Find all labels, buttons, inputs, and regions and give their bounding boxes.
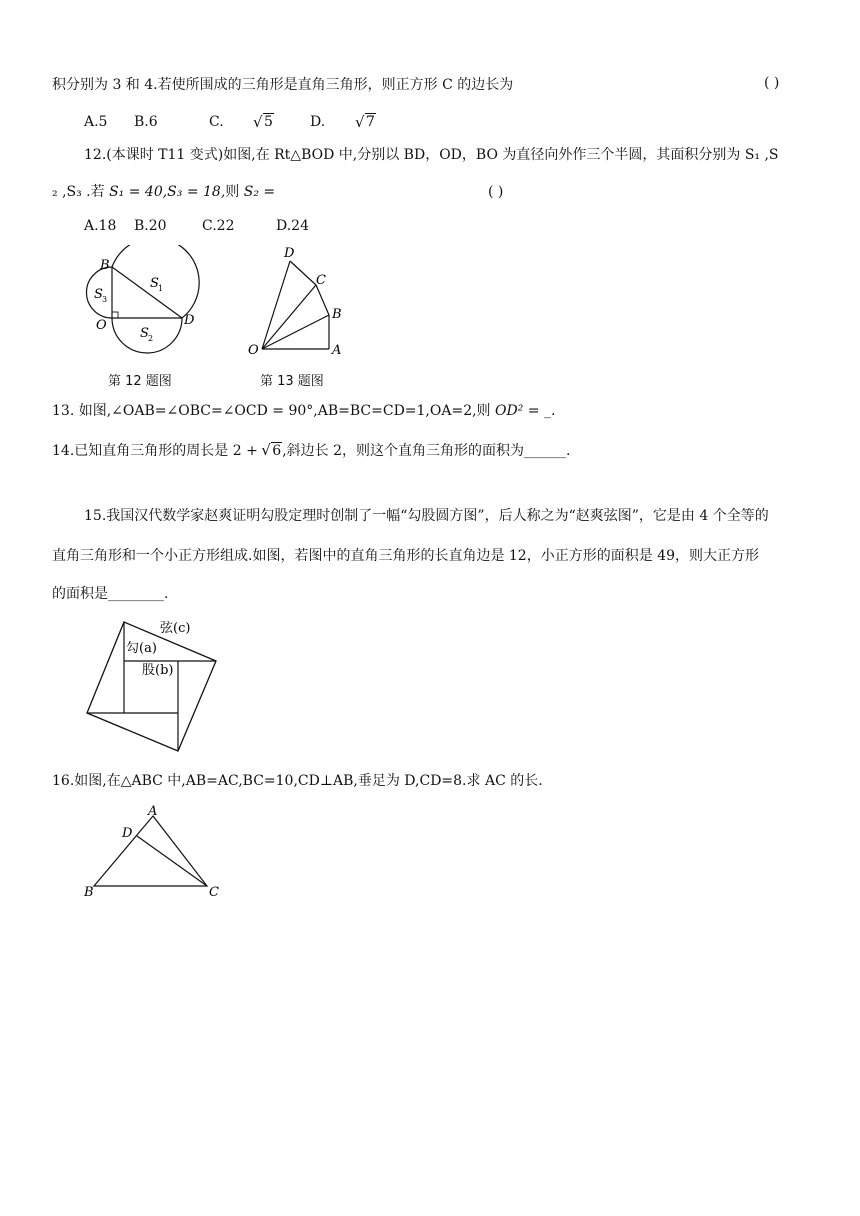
label-c: C [209, 885, 219, 900]
label-s1: S [150, 276, 159, 291]
label-b: B [100, 258, 110, 273]
q15-line1: 15.我国汉代数学家赵爽证明勾股定理时创制了一幅“勾股圆方图”，后人称之为“赵爽弦图”，它是由 4 个全等的 [84, 508, 769, 524]
q12-answer-paren: ( ) [488, 184, 504, 200]
label-o: O [248, 343, 259, 358]
label-b: B [84, 885, 94, 900]
q11-option-d: D. [310, 114, 326, 130]
figure-13-caption: 第 13 题图 [260, 374, 324, 389]
label-b: B [332, 307, 342, 322]
label-xian: 弦(c) [160, 621, 191, 636]
label-s2: S [140, 326, 149, 341]
q11-option-a: A.5 [84, 114, 108, 130]
q12-option-c: C.22 [202, 218, 235, 234]
label-d: D [184, 313, 195, 328]
right-angle-mark [112, 312, 118, 318]
figure-16 [80, 800, 230, 900]
segment-cd [137, 836, 207, 886]
q15-line3: 的面积是________. [52, 586, 169, 602]
q11-option-b: B.6 [134, 114, 158, 130]
figure-13 [240, 242, 360, 362]
q12-option-b: B.20 [134, 218, 167, 234]
q14-stem: 14.已知直角三角形的周长是 2 + √ 6,斜边长 2，则这个直角三角形的面积为______. [52, 441, 570, 461]
label-gu: 股(b) [142, 663, 174, 678]
q12-option-d: D.24 [276, 218, 309, 234]
label-d: D [122, 826, 133, 841]
label-o: O [96, 318, 107, 333]
label-gou: 勾(a) [126, 641, 157, 656]
label-a: A [148, 804, 158, 819]
q12-stem-line1: 12.(本课时 T11 变式)如图,在 Rt△BOD 中,分别以 BD，OD，BO 为直径向外作三个半圆，其面积分别为 S₁ ,S [84, 147, 779, 163]
q11-stem: 积分别为 3 和 4.若使所围成的三角形是直角三角形，则正方形 C 的边长为 [52, 77, 514, 93]
label-s1-sub: 1 [158, 284, 164, 293]
q11-answer-paren: ( ) [764, 75, 780, 91]
q13-stem: 13. 如图,∠OAB=∠OBC=∠OCD = 90°,AB=BC=CD=1,OA=2,则 OD² = _. [52, 403, 556, 419]
label-a: A [332, 343, 342, 358]
q15-line2: 直角三角形和一个小正方形组成.如图，若图中的直角三角形的长直角边是 12，小正方形的面积是 49，则大正方形 [52, 548, 759, 564]
figure-12 [80, 245, 210, 370]
q11-option-d-value: √ 7 [356, 114, 376, 130]
label-s3-sub: 3 [102, 295, 108, 304]
label-s2-sub: 2 [148, 334, 154, 343]
triangle-abc [94, 816, 207, 886]
q16-stem: 16.如图,在△ABC 中,AB=AC,BC=10,CD⊥AB,垂足为 D,CD=8.求 AC 的长. [52, 773, 543, 789]
figure-12-caption: 第 12 题图 [108, 374, 172, 389]
q11-option-c-value: √ 5 [254, 114, 274, 130]
label-s3: S [94, 287, 103, 302]
q11-option-c: C. [209, 114, 224, 130]
label-d: D [284, 246, 295, 261]
q12-option-a: A.18 [84, 218, 117, 234]
label-c: C [316, 273, 326, 288]
q12-stem-line2: ₂ ,S₃ .若 S₁ = 40,S₃ = 18,则 S₂ = [52, 184, 276, 200]
figure-15 [80, 612, 230, 757]
